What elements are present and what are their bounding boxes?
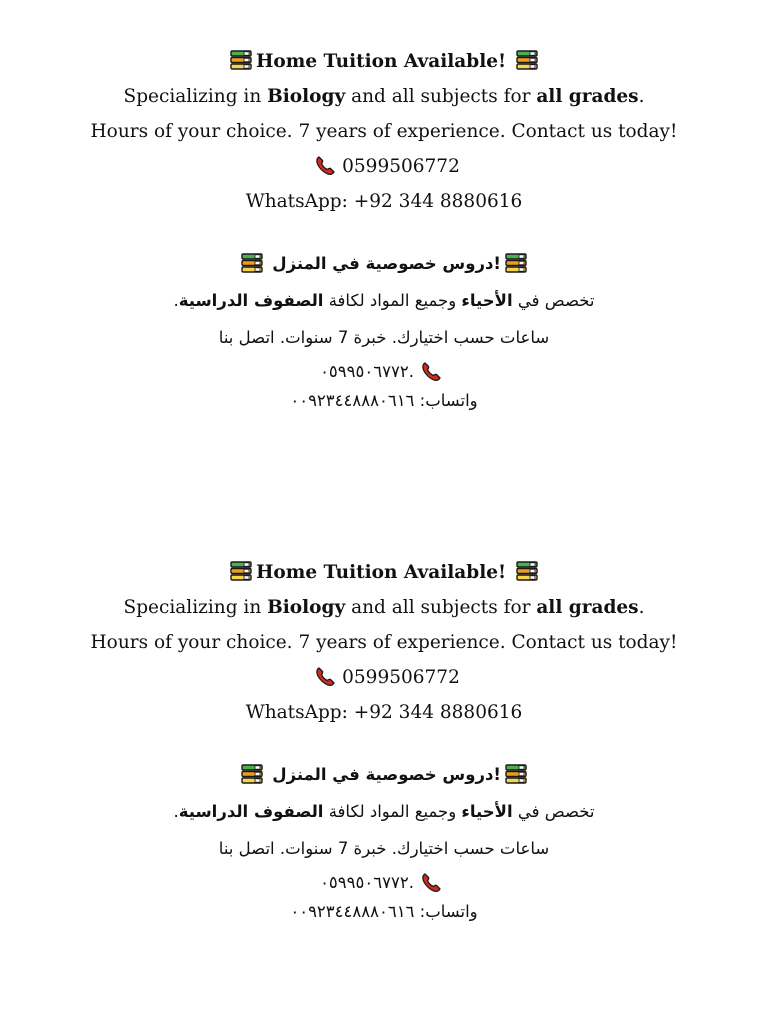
english-all-grades: all grades xyxy=(536,86,639,107)
english-line1-mid: and all subjects for xyxy=(345,86,537,107)
english-all-grades: all grades xyxy=(536,597,639,618)
telephone-icon xyxy=(314,154,336,176)
books-icon xyxy=(241,253,263,273)
arabic-hours-line: ساعات حسب اختيارك. خبرة 7 سنوات. اتصل بنا xyxy=(218,328,550,347)
english-hours-line: Hours of your choice. 7 years of experience. Contact us today! xyxy=(90,632,678,653)
arabic-subject-biology: الأحياء xyxy=(461,291,513,310)
arabic-all-grades: الصفوف الدراسية xyxy=(178,291,324,310)
arabic-subject-biology: الأحياء xyxy=(461,802,513,821)
english-title: Home Tuition Available! xyxy=(255,562,507,583)
arabic-whatsapp-line[interactable]: واتساب: ٠٠٩٢٣٤٤٨٨٨٠٦١٦ xyxy=(290,902,478,921)
arabic-all-grades: الصفوف الدراسية xyxy=(178,802,324,821)
english-specializing-line xyxy=(0,590,768,625)
english-phone-line[interactable] xyxy=(0,660,768,695)
arabic-line1-mid: وجميع المواد لكافة xyxy=(323,291,462,310)
english-phone-line[interactable] xyxy=(0,149,768,184)
arabic-whatsapp-line[interactable]: واتساب: ٠٠٩٢٣٤٤٨٨٨٠٦١٦ xyxy=(290,391,478,410)
books-icon xyxy=(241,764,263,784)
arabic-line1-pre: تخصص في xyxy=(512,802,595,821)
arabic-specializing-line xyxy=(0,793,768,830)
english-specializing-line xyxy=(0,79,768,114)
arabic-line1-post: . xyxy=(173,802,179,821)
flyer-block-1 xyxy=(0,44,768,414)
english-line1-post: . xyxy=(638,86,645,107)
english-hours-line: Hours of your choice. 7 years of experience. Contact us today! xyxy=(90,121,678,142)
flyer-block-2 xyxy=(0,555,768,925)
english-whatsapp-line[interactable]: WhatsApp: +92 344 8880616 xyxy=(245,702,523,723)
english-line1-post: . xyxy=(638,597,645,618)
english-whatsapp-line[interactable]: WhatsApp: +92 344 8880616 xyxy=(245,191,523,212)
english-subject-biology: Biology xyxy=(267,86,346,107)
arabic-title: !دروس خصوصية في المنزل xyxy=(272,765,501,784)
arabic-hours-line: ساعات حسب اختيارك. خبرة 7 سنوات. اتصل بنا xyxy=(218,839,550,858)
english-line1-pre: Specializing in xyxy=(123,597,268,618)
arabic-phone-line[interactable] xyxy=(0,356,768,388)
arabic-phone-line[interactable] xyxy=(0,867,768,899)
arabic-title-line xyxy=(0,756,768,793)
telephone-icon xyxy=(420,871,442,893)
arabic-phone-number[interactable]: ٠٥٩٩٥٠٦٧٧٢. xyxy=(320,362,414,381)
telephone-icon xyxy=(420,360,442,382)
english-title-line xyxy=(0,44,768,79)
books-icon xyxy=(516,50,538,70)
books-icon xyxy=(505,253,527,273)
english-line1-pre: Specializing in xyxy=(123,86,268,107)
arabic-specializing-line xyxy=(0,282,768,319)
books-icon xyxy=(505,764,527,784)
arabic-phone-number[interactable]: ٠٥٩٩٥٠٦٧٧٢. xyxy=(320,873,414,892)
english-phone-number[interactable]: 0599506772 xyxy=(342,156,460,177)
books-icon xyxy=(516,561,538,581)
arabic-line1-mid: وجميع المواد لكافة xyxy=(323,802,462,821)
english-phone-number[interactable]: 0599506772 xyxy=(342,667,460,688)
books-icon xyxy=(230,561,252,581)
english-title-line xyxy=(0,555,768,590)
english-title: Home Tuition Available! xyxy=(255,51,507,72)
arabic-line1-post: . xyxy=(173,291,179,310)
arabic-title-line xyxy=(0,245,768,282)
telephone-icon xyxy=(314,665,336,687)
books-icon xyxy=(230,50,252,70)
arabic-title: !دروس خصوصية في المنزل xyxy=(272,254,501,273)
english-subject-biology: Biology xyxy=(267,597,346,618)
english-line1-mid: and all subjects for xyxy=(345,597,537,618)
arabic-line1-pre: تخصص في xyxy=(512,291,595,310)
